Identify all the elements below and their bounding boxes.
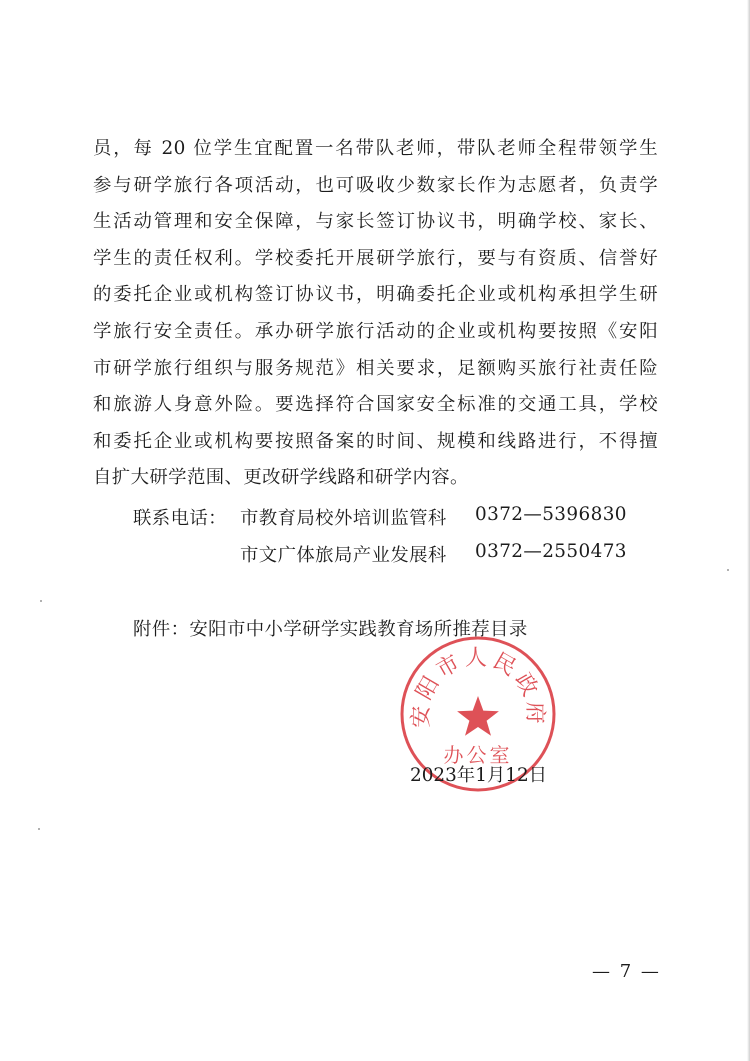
body-line: 生活动管理和安全保障，与家长签订协议书，明确学校、家长、 <box>93 211 658 233</box>
body-line: 市研学旅行组织与服务规范》相关要求，足额购买旅行社责任险 <box>93 357 658 379</box>
star-icon <box>457 696 499 736</box>
scan-speck <box>727 569 729 571</box>
page-number: — 7 — <box>592 961 661 982</box>
scan-speck <box>38 828 40 830</box>
body-line: 的委托企业或机构签订协议书，明确委托企业或机构承担学生研 <box>93 284 658 306</box>
body-line: 学生的责任权利。学校委托开展研学旅行，要与有资质、信誉好 <box>93 247 658 269</box>
body-paragraph <box>93 131 658 497</box>
contact-label: 联系电话： <box>133 508 227 529</box>
contact-org: 市文广体旅局产业发展科 <box>240 545 447 566</box>
body-line: 参与研学旅行各项活动，也可吸收少数家长作为志愿者，负责学 <box>93 174 658 196</box>
contact-phone: 0372—5396830 <box>475 504 627 525</box>
body-line: 自扩大研学范围、更改研学线路和研学内容。 <box>93 467 469 489</box>
seal-text: 安阳市人民政府 <box>408 646 548 728</box>
body-line: 学旅行安全责任。承办研学旅行活动的企业或机构要按照《安阳 <box>93 320 658 342</box>
document-date: 2023年1月12日 <box>410 765 548 786</box>
contact-phone: 0372—2550473 <box>475 541 627 562</box>
contact-org: 市教育局校外培训监管科 <box>240 508 447 529</box>
scan-speck <box>40 600 42 602</box>
body-line: 员，每 20 位学生宜配置一名带队老师，带队老师全程带领学生 <box>93 138 658 159</box>
body-line: 和委托企业或机构要按照备案的时间、规模和线路进行，不得擅 <box>93 430 658 452</box>
seal-bottom-text: 办公室 <box>443 743 513 767</box>
body-line: 和旅游人身意外险。要选择符合国家安全标准的交通工具，学校 <box>93 394 658 416</box>
attachment-line: 附件：安阳市中小学研学实践教育场所推荐目录 <box>133 619 528 640</box>
